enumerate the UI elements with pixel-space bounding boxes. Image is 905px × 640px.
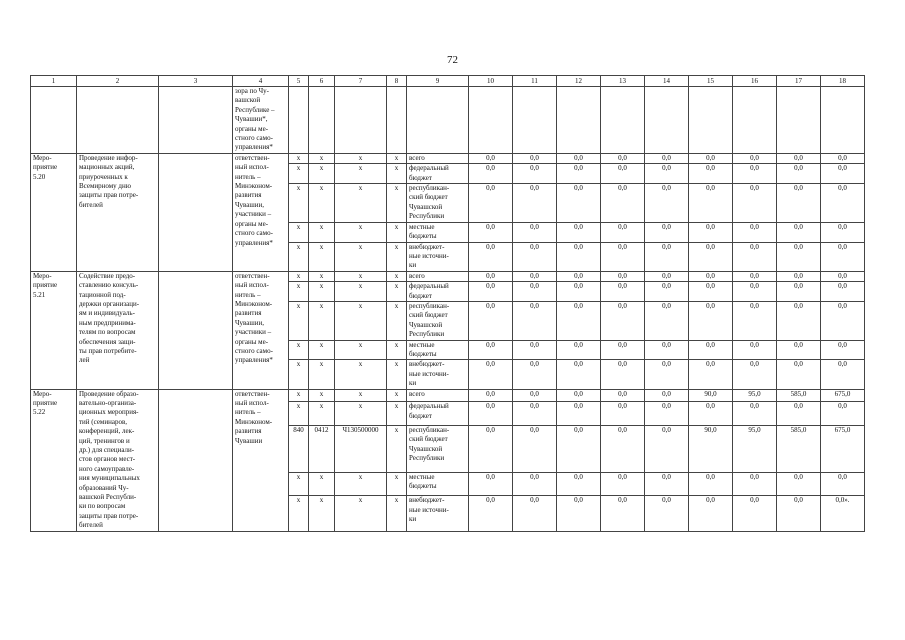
- empty-cell: [309, 87, 335, 154]
- amount-cell: 0,0: [645, 282, 689, 302]
- code-expense-group: x: [387, 301, 407, 340]
- amount-cell: 0,0: [689, 222, 733, 242]
- amount-cell: 0,0: [689, 184, 733, 223]
- amount-cell: 0,0: [821, 184, 865, 223]
- amount-cell: 0,0: [469, 242, 513, 271]
- code-target-article: Ч130500000: [335, 426, 387, 473]
- column-number: 7: [335, 76, 387, 87]
- amount-cell: 0,0: [645, 360, 689, 389]
- code-section: x: [309, 271, 335, 281]
- amount-cell: 0,0: [733, 282, 777, 302]
- amount-cell: 0,0: [733, 222, 777, 242]
- amount-cell: 0,0: [689, 153, 733, 163]
- code-section: x: [309, 164, 335, 184]
- code-target-article: x: [335, 271, 387, 281]
- empty-cell: [821, 87, 865, 154]
- amount-cell: 0,0: [821, 222, 865, 242]
- code-target-article: x: [335, 282, 387, 302]
- amount-cell: 0,0: [645, 164, 689, 184]
- column-number: 12: [557, 76, 601, 87]
- amount-cell: 0,0: [469, 282, 513, 302]
- amount-cell: 0,0: [513, 282, 557, 302]
- amount-cell: 0,0: [777, 164, 821, 184]
- column-number: 4: [233, 76, 289, 87]
- amount-cell: 95,0: [733, 426, 777, 473]
- code-section: x: [309, 153, 335, 163]
- funding-source: всего: [407, 153, 469, 163]
- amount-cell: 0,0: [469, 389, 513, 402]
- amount-cell: 0,0: [689, 282, 733, 302]
- code-target-article: x: [335, 153, 387, 163]
- code-target-article: x: [335, 472, 387, 496]
- funding-source: республикан- ский бюджет Чувашской Республики: [407, 301, 469, 340]
- code-section: x: [309, 360, 335, 389]
- amount-cell: 0,0: [733, 153, 777, 163]
- amount-cell: 0,0: [557, 340, 601, 360]
- amount-cell: 0,0: [601, 222, 645, 242]
- measure-id: Меро- приятие 5.21: [31, 271, 77, 389]
- amount-cell: 0,0: [469, 426, 513, 473]
- empty-cell: [159, 153, 233, 271]
- amount-cell: 0,0: [513, 184, 557, 223]
- amount-cell: 0,0: [601, 184, 645, 223]
- executor-cell: ответствен- ный испол- нитель – Минэконом- развития Чувашии, участники – органы ме- стного само- управления*: [233, 271, 289, 389]
- amount-cell: 0,0: [645, 340, 689, 360]
- code-expense-group: x: [387, 402, 407, 426]
- column-number: 14: [645, 76, 689, 87]
- column-number: 1: [31, 76, 77, 87]
- amount-cell: 0,0: [469, 472, 513, 496]
- column-number: 5: [289, 76, 309, 87]
- amount-cell: 0,0: [733, 340, 777, 360]
- amount-cell: 0,0: [733, 301, 777, 340]
- column-number: 8: [387, 76, 407, 87]
- code-expense-group: x: [387, 153, 407, 163]
- amount-cell: 0,0: [601, 282, 645, 302]
- column-number: 9: [407, 76, 469, 87]
- amount-cell: 585,0: [777, 426, 821, 473]
- amount-cell: 0,0: [645, 271, 689, 281]
- code-expense-group: x: [387, 184, 407, 223]
- amount-cell: 0,0: [557, 271, 601, 281]
- amount-cell: 0,0: [513, 222, 557, 242]
- empty-cell: [557, 87, 601, 154]
- amount-cell: 0,0: [601, 389, 645, 402]
- empty-cell: [645, 87, 689, 154]
- funding-source: внебюджет- ные источни- ки: [407, 360, 469, 389]
- code-target-article: x: [335, 184, 387, 223]
- code-grbs: x: [289, 271, 309, 281]
- column-number: 18: [821, 76, 865, 87]
- column-number: 2: [77, 76, 159, 87]
- amount-cell: 0,0: [513, 472, 557, 496]
- amount-cell: 0,0: [557, 282, 601, 302]
- continuation-row: [31, 87, 865, 154]
- empty-cell: [469, 87, 513, 154]
- amount-cell: 0,0: [557, 301, 601, 340]
- amount-cell: 0,0: [645, 222, 689, 242]
- header-row: [31, 76, 865, 87]
- code-section: x: [309, 282, 335, 302]
- page-number: 72: [447, 54, 458, 66]
- amount-cell: 0,0: [689, 242, 733, 271]
- amount-cell: 0,0: [821, 153, 865, 163]
- amount-cell: 0,0: [469, 271, 513, 281]
- amount-cell: 0,0: [513, 389, 557, 402]
- amount-cell: 0,0: [777, 360, 821, 389]
- amount-cell: 0,0: [821, 360, 865, 389]
- column-number: 13: [601, 76, 645, 87]
- code-section: x: [309, 184, 335, 223]
- code-grbs: x: [289, 360, 309, 389]
- amount-cell: 90,0: [689, 389, 733, 402]
- empty-cell: [289, 87, 309, 154]
- code-expense-group: x: [387, 360, 407, 389]
- code-section: x: [309, 389, 335, 402]
- column-number: 16: [733, 76, 777, 87]
- amount-cell: 0,0: [513, 340, 557, 360]
- column-number: 10: [469, 76, 513, 87]
- empty-cell: [31, 87, 77, 154]
- amount-cell: 0,0: [601, 153, 645, 163]
- amount-cell: 0,0: [689, 472, 733, 496]
- amount-cell: 0,0: [777, 184, 821, 223]
- amount-cell: 0,0: [777, 153, 821, 163]
- code-target-article: x: [335, 222, 387, 242]
- amount-cell: 0,0: [469, 153, 513, 163]
- amount-cell: 0,0: [513, 402, 557, 426]
- empty-cell: [335, 87, 387, 154]
- amount-cell: 0,0: [557, 242, 601, 271]
- empty-cell: [387, 87, 407, 154]
- amount-cell: 0,0: [557, 426, 601, 473]
- funding-source: внебюджет- ные источни- ки: [407, 242, 469, 271]
- funding-source: республикан- ский бюджет Чувашской Республики: [407, 426, 469, 473]
- amount-cell: 0,0: [821, 282, 865, 302]
- code-grbs: x: [289, 340, 309, 360]
- code-grbs: x: [289, 153, 309, 163]
- amount-cell: 0,0: [469, 360, 513, 389]
- amount-cell: 0,0: [733, 360, 777, 389]
- amount-cell: 0,0: [689, 164, 733, 184]
- amount-cell: 0,0: [601, 164, 645, 184]
- column-number: 17: [777, 76, 821, 87]
- amount-cell: 0,0: [645, 184, 689, 223]
- funding-source: федеральный бюджет: [407, 164, 469, 184]
- code-grbs: 840: [289, 426, 309, 473]
- amount-cell: 0,0: [733, 472, 777, 496]
- amount-cell: 0,0: [513, 496, 557, 531]
- empty-cell: [159, 87, 233, 154]
- amount-cell: 0,0: [557, 402, 601, 426]
- code-expense-group: x: [387, 472, 407, 496]
- amount-cell: 0,0: [469, 184, 513, 223]
- code-target-article: x: [335, 340, 387, 360]
- amount-cell: 0,0: [645, 153, 689, 163]
- code-expense-group: x: [387, 426, 407, 473]
- code-grbs: x: [289, 222, 309, 242]
- amount-cell: 0,0: [777, 282, 821, 302]
- code-expense-group: x: [387, 340, 407, 360]
- amount-cell: 0,0: [777, 271, 821, 281]
- funding-source: федеральный бюджет: [407, 282, 469, 302]
- code-target-article: x: [335, 496, 387, 531]
- amount-cell: 0,0: [601, 496, 645, 531]
- amount-cell: 0,0: [557, 222, 601, 242]
- amount-cell: 0,0: [821, 164, 865, 184]
- code-section: x: [309, 242, 335, 271]
- code-section: x: [309, 472, 335, 496]
- amount-cell: 0,0: [645, 242, 689, 271]
- amount-cell: 0,0: [689, 402, 733, 426]
- amount-cell: 0,0: [469, 301, 513, 340]
- code-target-article: x: [335, 242, 387, 271]
- funding-source: внебюджет- ные источни- ки: [407, 496, 469, 531]
- amount-cell: 0,0: [821, 472, 865, 496]
- amount-cell: 675,0: [821, 426, 865, 473]
- code-section: x: [309, 222, 335, 242]
- amount-cell: 0,0: [733, 184, 777, 223]
- amount-cell: 0,0: [601, 271, 645, 281]
- amount-cell: 0,0: [645, 402, 689, 426]
- code-grbs: x: [289, 242, 309, 271]
- amount-cell: 0,0: [513, 360, 557, 389]
- amount-cell: 0,0».: [821, 496, 865, 531]
- code-expense-group: x: [387, 282, 407, 302]
- code-expense-group: x: [387, 389, 407, 402]
- column-number: 6: [309, 76, 335, 87]
- amount-cell: 0,0: [557, 184, 601, 223]
- amount-cell: 0,0: [777, 496, 821, 531]
- amount-cell: 0,0: [733, 164, 777, 184]
- amount-cell: 0,0: [557, 496, 601, 531]
- code-grbs: x: [289, 402, 309, 426]
- amount-cell: 675,0: [821, 389, 865, 402]
- amount-cell: 0,0: [777, 242, 821, 271]
- empty-cell: [689, 87, 733, 154]
- code-expense-group: x: [387, 164, 407, 184]
- measure-name: Проведение инфор- мационных акций, приуроченных к Всемирному дню защиты прав потре- бителей: [77, 153, 159, 271]
- code-grbs: x: [289, 282, 309, 302]
- amount-cell: 0,0: [689, 271, 733, 281]
- amount-cell: 0,0: [601, 426, 645, 473]
- amount-cell: 0,0: [821, 402, 865, 426]
- amount-cell: 0,0: [821, 340, 865, 360]
- amount-cell: 0,0: [513, 426, 557, 473]
- measure-id: Меро- приятие 5.22: [31, 389, 77, 531]
- amount-cell: 585,0: [777, 389, 821, 402]
- amount-cell: 0,0: [469, 222, 513, 242]
- funding-source: федеральный бюджет: [407, 402, 469, 426]
- amount-cell: 0,0: [777, 222, 821, 242]
- code-expense-group: x: [387, 222, 407, 242]
- column-number: 3: [159, 76, 233, 87]
- amount-cell: 0,0: [777, 340, 821, 360]
- amount-cell: 0,0: [601, 301, 645, 340]
- funding-source: всего: [407, 271, 469, 281]
- empty-cell: [159, 389, 233, 531]
- measure-name: Проведение образо- вательно-организа- ционных мероприя- тий (семинаров, конференций, лек- ций, тренингов и др.) для специали- стов органов мест- ного самоуправле- ния муниципальных образований Чу- вашской Республи- ки по вопросам защиты прав потре- бителей: [77, 389, 159, 531]
- amount-cell: 0,0: [601, 402, 645, 426]
- funding-source: местные бюджеты: [407, 472, 469, 496]
- code-expense-group: x: [387, 496, 407, 531]
- code-grbs: x: [289, 389, 309, 402]
- amount-cell: 0,0: [557, 472, 601, 496]
- code-target-article: x: [335, 301, 387, 340]
- table-row: [31, 153, 865, 163]
- code-target-article: x: [335, 164, 387, 184]
- amount-cell: 0,0: [601, 242, 645, 271]
- code-grbs: x: [289, 472, 309, 496]
- funding-source: республикан- ский бюджет Чувашской Республики: [407, 184, 469, 223]
- code-section: 0412: [309, 426, 335, 473]
- executor-cell: ответствен- ный испол- нитель – Минэконом- развития Чувашии: [233, 389, 289, 531]
- executor-cell: ответствен- ный испол- нитель – Минэконом- развития Чувашии, участники – органы ме- стного само- управления*: [233, 153, 289, 271]
- amount-cell: 0,0: [513, 242, 557, 271]
- amount-cell: 0,0: [557, 164, 601, 184]
- empty-cell: [777, 87, 821, 154]
- funding-source: местные бюджеты: [407, 340, 469, 360]
- amount-cell: 90,0: [689, 426, 733, 473]
- amount-cell: 95,0: [733, 389, 777, 402]
- amount-cell: 0,0: [733, 496, 777, 531]
- amount-cell: 0,0: [557, 360, 601, 389]
- amount-cell: 0,0: [689, 360, 733, 389]
- measure-name: Содействие предо- ставлению консуль- тационной под- держки организаци- ям и индивидуаль- ным предпринима- телям по вопросам обеспечения защи- ты прав потребите- лей: [77, 271, 159, 389]
- amount-cell: 0,0: [733, 242, 777, 271]
- empty-cell: [77, 87, 159, 154]
- table-row: [31, 271, 865, 281]
- executor-cell: зора по Чу- вашской Республике – Чувашии*, органы ме- стного само- управления*: [233, 87, 289, 154]
- code-expense-group: x: [387, 242, 407, 271]
- amount-cell: 0,0: [821, 301, 865, 340]
- amount-cell: 0,0: [689, 340, 733, 360]
- empty-cell: [513, 87, 557, 154]
- code-target-article: x: [335, 360, 387, 389]
- funding-source: местные бюджеты: [407, 222, 469, 242]
- code-expense-group: x: [387, 271, 407, 281]
- code-grbs: x: [289, 496, 309, 531]
- amount-cell: 0,0: [469, 340, 513, 360]
- amount-cell: 0,0: [821, 271, 865, 281]
- code-grbs: x: [289, 184, 309, 223]
- amount-cell: 0,0: [645, 496, 689, 531]
- amount-cell: 0,0: [645, 301, 689, 340]
- amount-cell: 0,0: [513, 301, 557, 340]
- amount-cell: 0,0: [777, 472, 821, 496]
- code-grbs: x: [289, 164, 309, 184]
- code-grbs: x: [289, 301, 309, 340]
- amount-cell: 0,0: [557, 153, 601, 163]
- amount-cell: 0,0: [469, 402, 513, 426]
- amount-cell: 0,0: [645, 472, 689, 496]
- amount-cell: 0,0: [689, 496, 733, 531]
- amount-cell: 0,0: [557, 389, 601, 402]
- amount-cell: 0,0: [821, 242, 865, 271]
- amount-cell: 0,0: [733, 402, 777, 426]
- amount-cell: 0,0: [469, 496, 513, 531]
- measure-id: Меро- приятие 5.20: [31, 153, 77, 271]
- table-row: [31, 389, 865, 402]
- code-section: x: [309, 301, 335, 340]
- empty-cell: [407, 87, 469, 154]
- amount-cell: 0,0: [645, 426, 689, 473]
- amount-cell: 0,0: [601, 472, 645, 496]
- amount-cell: 0,0: [513, 153, 557, 163]
- code-target-article: x: [335, 402, 387, 426]
- amount-cell: 0,0: [777, 301, 821, 340]
- amount-cell: 0,0: [601, 340, 645, 360]
- empty-cell: [601, 87, 645, 154]
- amount-cell: 0,0: [513, 271, 557, 281]
- column-number: 15: [689, 76, 733, 87]
- column-number: 11: [513, 76, 557, 87]
- amount-cell: 0,0: [601, 360, 645, 389]
- amount-cell: 0,0: [513, 164, 557, 184]
- amount-cell: 0,0: [469, 164, 513, 184]
- amount-cell: 0,0: [777, 402, 821, 426]
- amount-cell: 0,0: [645, 389, 689, 402]
- code-section: x: [309, 340, 335, 360]
- empty-cell: [159, 271, 233, 389]
- empty-cell: [733, 87, 777, 154]
- code-target-article: x: [335, 389, 387, 402]
- code-section: x: [309, 402, 335, 426]
- amount-cell: 0,0: [733, 271, 777, 281]
- code-section: x: [309, 496, 335, 531]
- budget-table: [30, 75, 865, 532]
- funding-source: всего: [407, 389, 469, 402]
- amount-cell: 0,0: [689, 301, 733, 340]
